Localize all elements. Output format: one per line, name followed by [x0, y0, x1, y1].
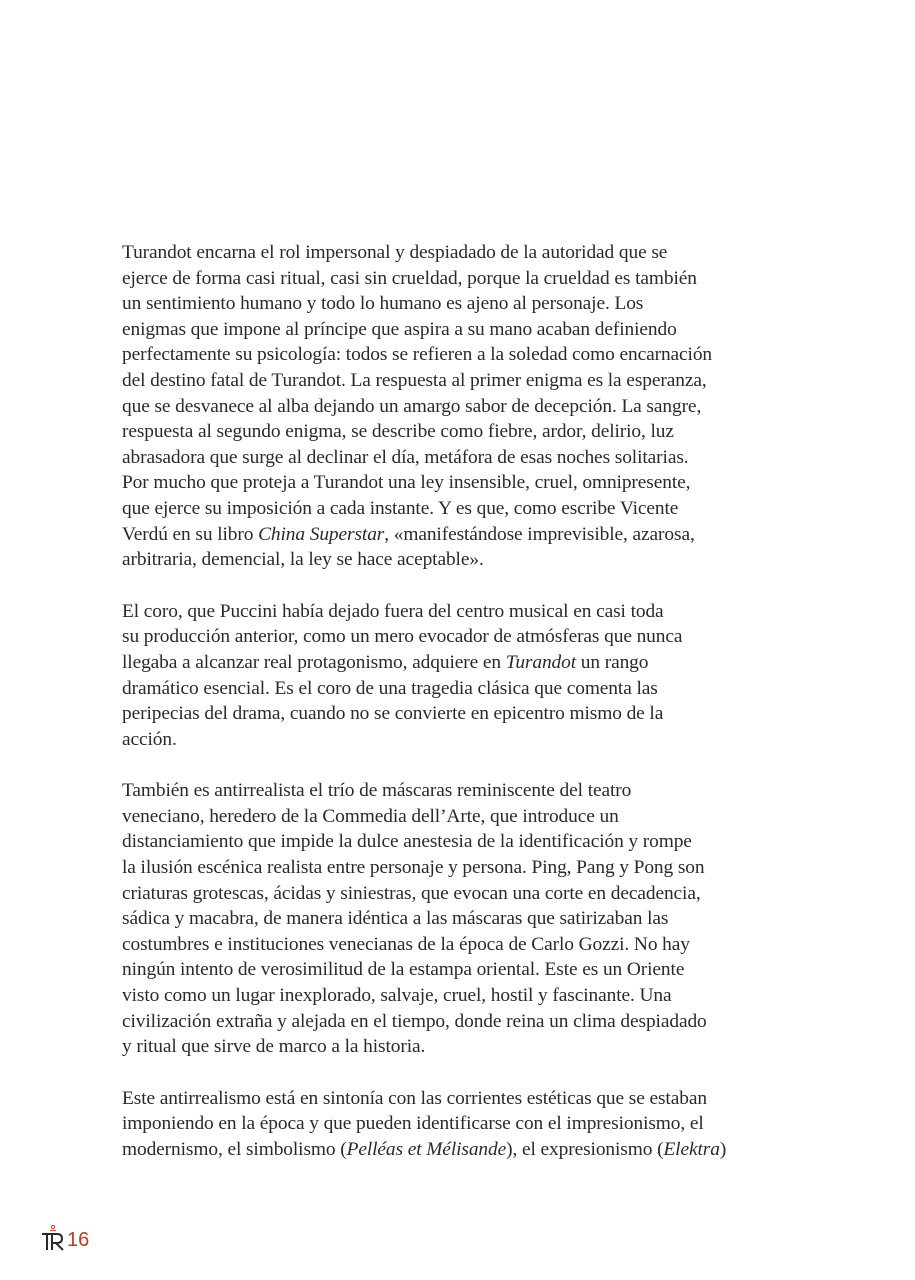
italic-title: Turandot	[505, 651, 577, 673]
text-line	[122, 419, 782, 445]
text-run: del destino fatal de Turandot. La respuesta al primer enigma es la esperanza,	[122, 369, 707, 391]
text-line	[122, 547, 782, 573]
text-run: que se desvanece al alba dejando un amargo sabor de decepción. La sangre,	[122, 395, 702, 417]
italic-title: China Superstar	[258, 523, 385, 545]
text-run: perfectamente su psicología: todos se refieren a la soledad como encarnación	[122, 344, 713, 366]
text-line	[122, 829, 782, 855]
text-line	[122, 650, 782, 676]
text-line	[122, 1086, 782, 1112]
text-run: distanciamiento que impide la dulce anestesia de la identificación y rompe	[122, 831, 692, 853]
text-run: civilización extraña y alejada en el tiempo, donde reina un clima despiadado	[122, 1010, 707, 1032]
text-line	[122, 1009, 782, 1035]
text-run: ), el expresionismo (	[506, 1139, 664, 1160]
text-run: costumbres e instituciones venecianas de la época de Carlo Gozzi. No hay	[122, 933, 690, 955]
text-run: visto como un lugar inexplorado, salvaje, cruel, hostil y fascinante. Una	[122, 985, 672, 1007]
italic-title: Elektra	[663, 1139, 720, 1160]
text-run: enigmas que impone al príncipe que aspira a su mano acaban definiendo	[122, 318, 677, 340]
text-line	[122, 906, 782, 932]
text-run: ningún intento de verosimilitud de la estampa oriental. Este es un Oriente	[122, 959, 685, 981]
text-run: arbitraria, demencial, la ley se hace aceptable».	[122, 549, 484, 571]
text-line	[122, 394, 782, 420]
page-number: 16	[67, 1229, 90, 1251]
text-line	[122, 957, 782, 983]
text-line	[122, 983, 782, 1009]
text-line	[122, 624, 782, 650]
text-line	[122, 932, 782, 958]
paragraph	[122, 1086, 782, 1163]
text-line	[122, 1111, 782, 1137]
text-run: Este antirrealismo está en sintonía con las corrientes estéticas que se estaban	[122, 1087, 707, 1109]
text-line	[122, 342, 782, 368]
text-run: un rango	[576, 651, 649, 673]
text-run: llegaba a alcanzar real protagonismo, adquiere en	[122, 651, 506, 673]
text-run: , «manifestándose imprevisible, azarosa,	[384, 523, 695, 545]
text-line	[122, 291, 782, 317]
text-line	[122, 240, 782, 266]
text-run: criaturas grotescas, ácidas y siniestras, que evocan una corte en decadencia,	[122, 882, 701, 904]
text-line	[122, 496, 782, 522]
text-line	[122, 317, 782, 343]
text-line	[122, 599, 782, 625]
text-run: un sentimiento humano y todo lo humano es ajeno al personaje. Los	[122, 293, 644, 315]
text-run: También es antirrealista el trío de máscaras reminiscente del teatro	[122, 780, 632, 802]
paragraph	[122, 599, 782, 753]
text-run: Verdú en su libro	[122, 523, 259, 545]
text-line	[122, 804, 782, 830]
text-run: la ilusión escénica realista entre personaje y persona. Ping, Pang y Pong son	[122, 857, 705, 879]
text-run: y ritual que sirve de marco a la historia.	[122, 1036, 426, 1058]
text-run: sádica y macabra, de manera idéntica a las máscaras que satirizaban las	[122, 908, 669, 930]
text-run: su producción anterior, como un mero evocador de atmósferas que nunca	[122, 626, 683, 648]
text-line	[122, 522, 782, 548]
text-line	[122, 445, 782, 471]
text-line	[122, 778, 782, 804]
text-line	[122, 881, 782, 907]
text-line	[122, 727, 782, 753]
text-line	[122, 855, 782, 881]
teatro-real-logo	[40, 1224, 66, 1254]
text-run: El coro, que Puccini había dejado fuera del centro musical en casi toda	[122, 600, 664, 622]
text-run: Por mucho que proteja a Turandot una ley insensible, cruel, omnipresente,	[122, 472, 691, 494]
text-run: dramático esencial. Es el coro de una tragedia clásica que comenta las	[122, 677, 658, 699]
italic-title: Pelléas et Mélisande	[346, 1139, 507, 1160]
text-line	[122, 676, 782, 702]
text-run: respuesta al segundo enigma, se describe como fiebre, ardor, delirio, luz	[122, 421, 674, 443]
text-run: veneciano, heredero de la Commedia dell’Arte, que introduce un	[122, 805, 619, 827]
text-run: abrasadora que surge al declinar el día, metáfora de esas noches solitarias.	[122, 446, 689, 468]
body-text	[122, 240, 782, 1189]
text-line	[122, 1034, 782, 1060]
text-line	[122, 470, 782, 496]
text-line	[122, 1137, 782, 1163]
text-run: )	[719, 1139, 727, 1160]
text-run: peripecias del drama, cuando no se convierte en epicentro mismo de la	[122, 703, 664, 725]
text-line	[122, 701, 782, 727]
text-run: imponiendo en la época y que pueden identificarse con el impresionismo, el	[122, 1113, 704, 1135]
text-run: acción.	[122, 728, 177, 750]
text-line	[122, 266, 782, 292]
text-run: modernismo, el simbolismo (	[122, 1139, 347, 1160]
text-line	[122, 368, 782, 394]
text-run: ejerce de forma casi ritual, casi sin crueldad, porque la crueldad es también	[122, 267, 697, 289]
text-run: Turandot encarna el rol impersonal y despiadado de la autoridad que se	[122, 242, 668, 263]
text-run: que ejerce su imposición a cada instante. Y es que, como escribe Vicente	[122, 497, 679, 519]
page-footer	[40, 1220, 89, 1254]
paragraph	[122, 240, 782, 573]
paragraph	[122, 778, 782, 1060]
